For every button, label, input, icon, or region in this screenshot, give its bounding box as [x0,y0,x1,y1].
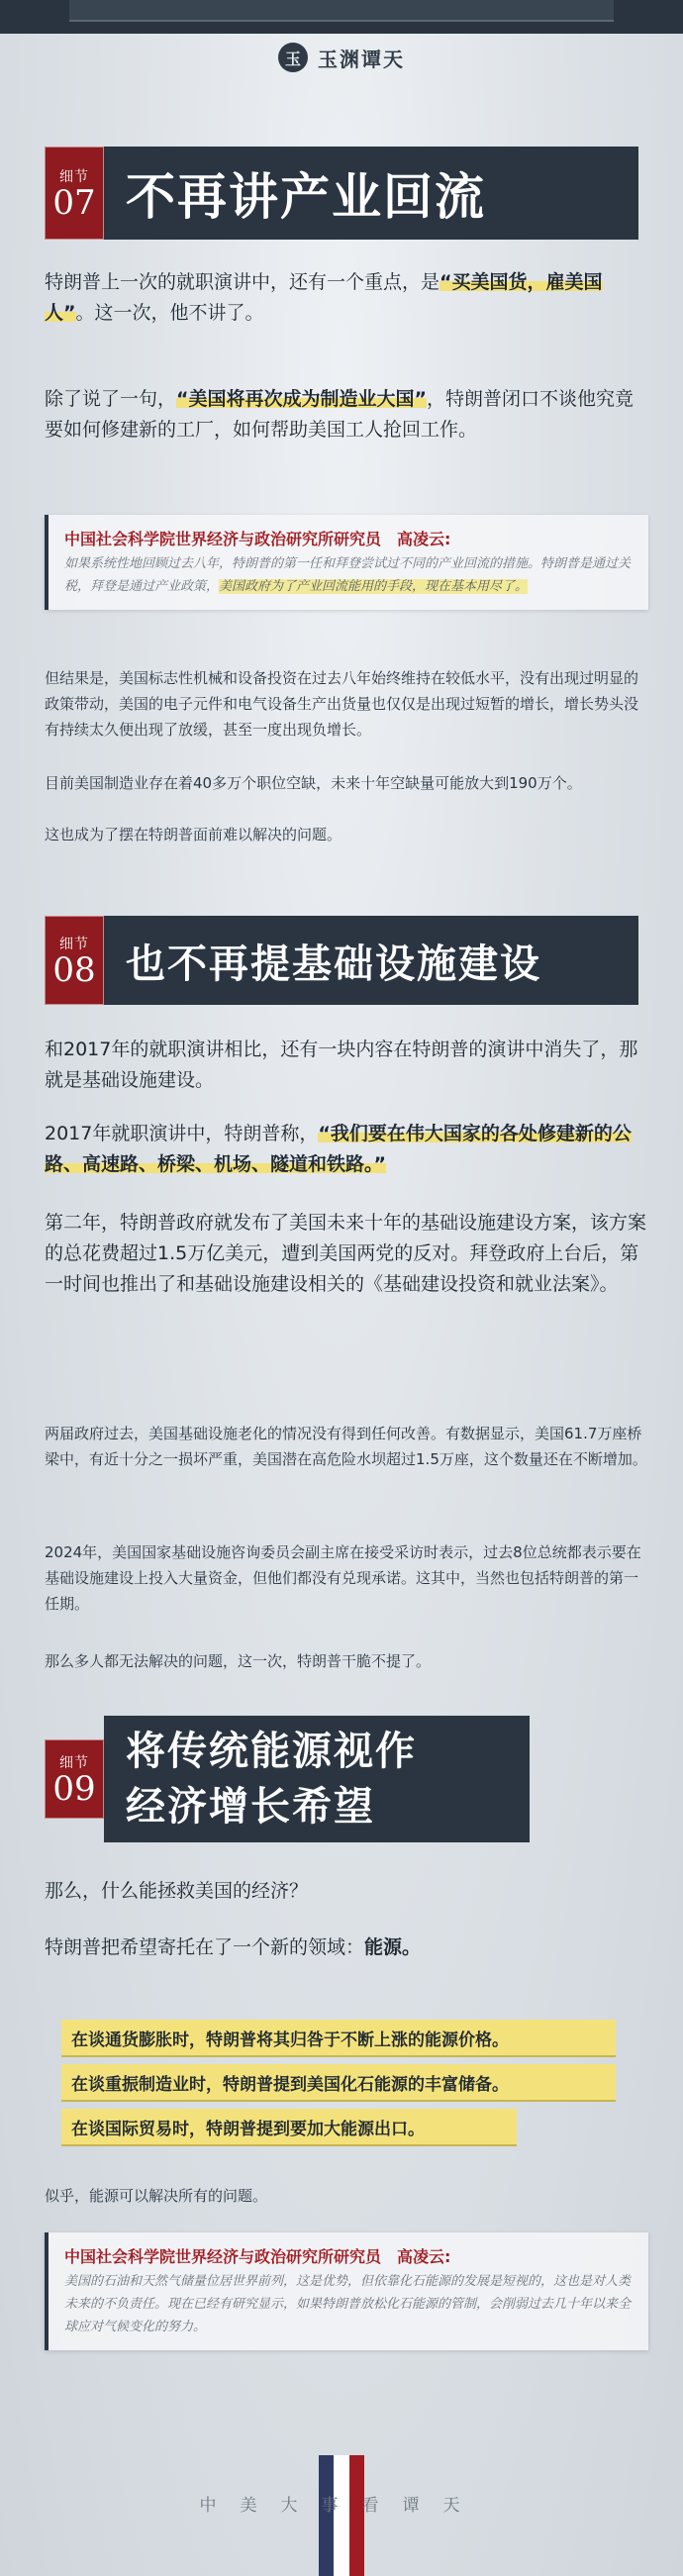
paragraph-small: 这也成为了摆在特朗普面前难以解决的问题。 [45,826,342,843]
brand-logo [0,38,683,77]
expert-quote [45,515,648,610]
quote-source: 中国社会科学院世界经济与政治研究所研究员 高凌云: [64,530,451,548]
tag-number: 07 [52,183,96,223]
paragraph: 特朗普上一次的就职演讲中，还有一个重点，是“买美国货，雇美国人”。这一次，他不讲了。 [45,271,603,324]
quote-source: 中国社会科学院世界经济与政治研究所研究员 高凌云: [64,2247,451,2266]
tag-label: 细节 [59,937,89,952]
paragraph-small: 目前美国制造业存在着40多万个职位空缺，未来十年空缺量可能放大到190万个。 [45,774,582,792]
tag-number: 08 [52,950,96,990]
paragraph-small: 但结果是，美国标志性机械和设备投资在过去八年始终维持在较低水平，没有出现过明显的政策带动，美国的电子元件和电气设备生产出货量也仅仅是出现过短暂的增长，增长势头没有持续太久便出现了放缓，甚至一度出现负增长。 [45,669,639,739]
paragraph-small: 两届政府过去，美国基础设施老化的情况没有得到任何改善。有数据显示，美国61.7万座桥梁中，有近十分之一损坏严重，美国潜在高危险水坝超过1.5万座，这个数量还在不断增加。 [45,1425,647,1468]
section-tag [45,1739,104,1819]
flag-stripe [319,2455,364,2576]
paragraph: 和2017年的就职演讲相比，还有一块内容在特朗普的演讲中消失了，那就是基础设施建设。 [45,1039,638,1091]
highlight-bar: 在谈国际贸易时，特朗普提到要加大能源出口。 [61,2109,517,2144]
title-line: 经济增长希望 [126,1783,375,1830]
paragraph: 特朗普把希望寄托在了一个新的领域：能源。 [45,1936,422,1958]
section-08-header [45,916,638,1005]
tag-label: 细节 [59,1755,89,1771]
highlight-text: “买美国货，雇美国人” [45,271,603,324]
paragraph-small: 2024年，美国国家基础设施咨询委员会副主席在接受采访时表示，过去8位总统都表示要在基础设施建设上投入大量资金，但他们都没有兑现承诺。这其中，当然也包括特朗普的第一任期。 [45,1543,641,1613]
paragraph-small: 那么多人都无法解决的问题，这一次，特朗普干脆不提了。 [45,1652,432,1670]
bold-text: 能源。 [364,1936,422,1958]
title-line: 将传统能源视作 [126,1728,417,1774]
logo-icon: 玉 [278,43,308,72]
section-title: 也不再提基础设施建设 [104,916,638,1005]
footer-slogan: 中美大事看谭天 [199,2496,484,2516]
highlight-bar: 在谈通货膨胀时，特朗普将其归咎于不断上涨的能源价格。 [61,2020,616,2055]
quote-body: 如果系统性地回顾过去八年，特朗普的第一任和拜登尝试过不同的产业回流的措施。特朗普是通过关税，拜登是通过产业政策，美国政府为了产业回流能用的手段，现在基本用尽了。 [64,556,632,594]
paragraph: 除了说了一句，“美国将再次成为制造业大国”，特朗普闭口不谈他究竟要如何修建新的工厂，如何帮助美国工人抢回工作。 [45,388,634,441]
highlight-bar: 在谈重振制造业时，特朗普提到美国化石能源的丰富储备。 [61,2064,616,2100]
paragraph: 那么，什么能拯救美国的经济？ [45,1880,309,1902]
paragraph-small: 似乎，能源可以解决所有的问题。 [45,2187,268,2205]
quote-body: 美国的石油和天然气储量位居世界前列，这是优势，但依靠化石能源的发展是短视的，这也是对人类未来的不负责任。现在已经有研究显示，如果特朗普放松化石能源的管制，会削弱过去几十年以来全球应对气候变化的努力。 [64,2274,632,2334]
top-notch [69,0,614,22]
section-07-header [45,147,638,240]
tag-number: 09 [52,1769,96,1809]
quote-highlight: 美国政府为了产业回流能用的手段，现在基本用尽了。 [219,579,529,594]
highlight-text: “美国将再次成为制造业大国” [176,388,427,410]
section-tag [45,916,104,1005]
section-title: 不再讲产业回流 [104,147,638,240]
section-title [104,1716,530,1842]
tag-label: 细节 [59,169,89,185]
paragraph: 2017年就职演讲中，特朗普称，“我们要在伟大国家的各处修建新的公路、高速路、桥梁、机场、隧道和铁路。” [45,1123,632,1175]
paragraph: 第二年，特朗普政府就发布了美国未来十年的基础设施建设方案，该方案的总花费超过1.5万亿美元，遭到美国两党的反对。拜登政府上台后，第一时间也推出了和基础设施建设相关的《基础建设投资和就业法案》。 [45,1212,647,1295]
highlight-text: “我们要在伟大国家的各处修建新的公路、高速路、桥梁、机场、隧道和铁路。” [45,1123,632,1175]
section-tag [45,147,104,240]
section-09-header [45,1716,530,1842]
expert-quote [45,2232,648,2350]
logo-text: 玉渊谭天 [318,47,405,71]
